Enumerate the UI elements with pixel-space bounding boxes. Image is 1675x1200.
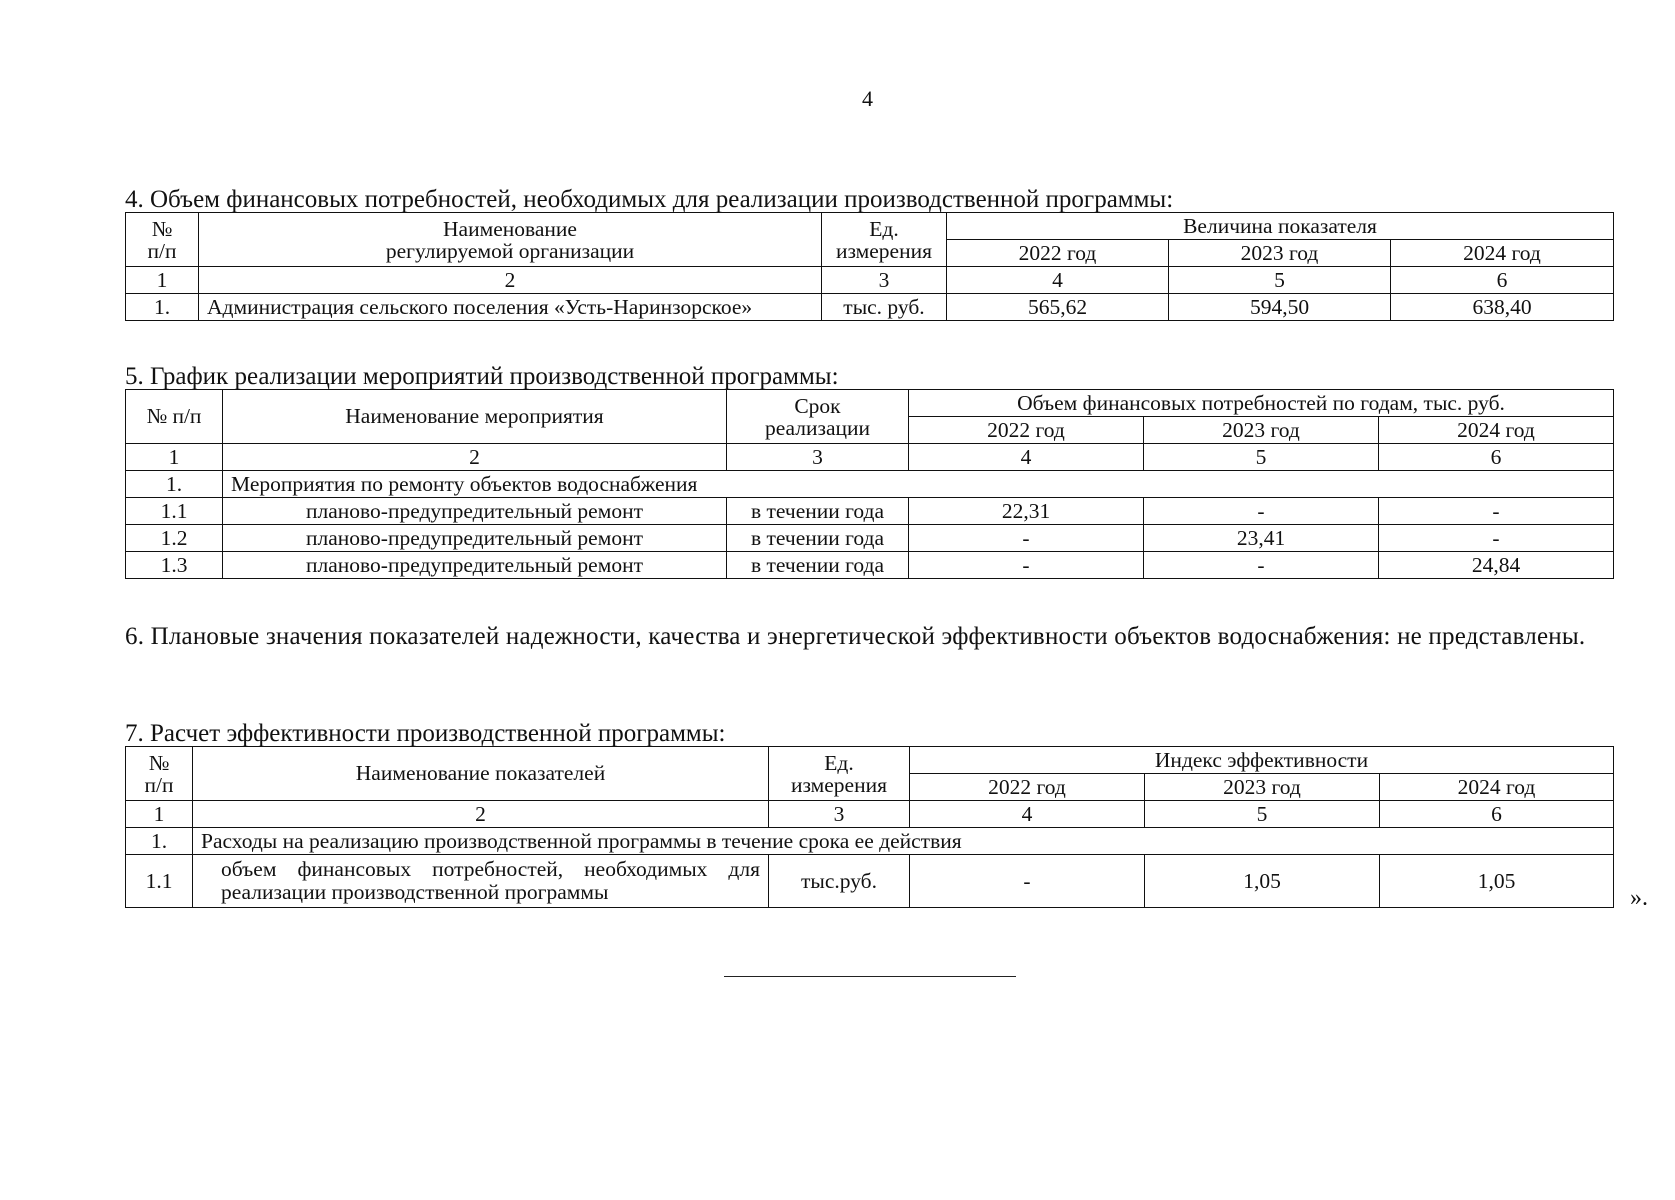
row-value-2022: 565,62 — [947, 294, 1169, 321]
row-value-2023: - — [1144, 498, 1379, 525]
row-value-2023: 594,50 — [1169, 294, 1391, 321]
row-value-2022: 22,31 — [909, 498, 1144, 525]
row-term: в течении года — [727, 525, 909, 552]
column-number-row — [126, 444, 1614, 471]
row-value-2024: 1,05 — [1380, 855, 1614, 908]
column-number: 4 — [909, 444, 1144, 471]
table-row — [126, 498, 1614, 525]
header-term: Срок реализации — [727, 390, 909, 444]
group-num: 1. — [126, 828, 193, 855]
efficiency-table — [125, 746, 1614, 908]
header-indicator-name: Наименование показателей — [193, 747, 769, 801]
row-unit: тыс. руб. — [822, 294, 947, 321]
column-number: 5 — [1144, 444, 1379, 471]
section-5-title: 5. График реализации мероприятий производственной программы: — [125, 363, 839, 390]
header-year: 2024 год — [1391, 240, 1614, 267]
table-header-row — [126, 390, 1614, 417]
row-value-2024: 24,84 — [1379, 552, 1614, 579]
column-number: 6 — [1380, 801, 1614, 828]
row-num: 1.2 — [126, 525, 223, 552]
row-unit: тыс.руб. — [769, 855, 910, 908]
section-4-title: 4. Объем финансовых потребностей, необходимых для реализации производственной программы: — [125, 186, 1174, 213]
row-value-2024: - — [1379, 498, 1614, 525]
row-value-2023: - — [1144, 552, 1379, 579]
header-unit: Ед. измерения — [769, 747, 910, 801]
column-number: 4 — [910, 801, 1145, 828]
column-number-row — [126, 267, 1614, 294]
end-separator-line — [724, 976, 1016, 977]
row-value-2023: 23,41 — [1144, 525, 1379, 552]
header-index: Индекс эффективности — [910, 747, 1614, 774]
row-event-name: планово-предупредительный ремонт — [223, 525, 727, 552]
column-number: 6 — [1391, 267, 1614, 294]
row-org-name: Администрация сельского поселения «Усть-Наринзорское» — [199, 294, 822, 321]
column-number: 3 — [727, 444, 909, 471]
column-number: 4 — [947, 267, 1169, 294]
financial-needs-table — [125, 212, 1614, 321]
table-row — [126, 294, 1614, 321]
header-num: № п/п — [126, 390, 223, 444]
group-row — [126, 471, 1614, 498]
row-event-name: планово-предупредительный ремонт — [223, 552, 727, 579]
header-year: 2023 год — [1144, 417, 1379, 444]
column-number: 1 — [126, 801, 193, 828]
column-number: 3 — [769, 801, 910, 828]
column-number: 2 — [193, 801, 769, 828]
header-unit: Ед. измерения — [822, 213, 947, 267]
group-name: Расходы на реализацию производственной программы в течение срока ее действия — [193, 828, 1614, 855]
header-year: 2024 год — [1380, 774, 1614, 801]
row-value-2022: - — [909, 525, 1144, 552]
row-num: 1. — [126, 294, 199, 321]
row-term: в течении года — [727, 552, 909, 579]
row-value-2022: - — [909, 552, 1144, 579]
header-year: 2023 год — [1145, 774, 1380, 801]
row-value-2022: - — [910, 855, 1145, 908]
header-year: 2022 год — [910, 774, 1145, 801]
header-num: № п/п — [126, 747, 193, 801]
header-event-name: Наименование мероприятия — [223, 390, 727, 444]
row-indicator-name: объем финансовых потребностей, необходимых для реализации производственной программы — [193, 855, 769, 908]
section-7-title: 7. Расчет эффективности производственной программы: — [125, 720, 726, 747]
column-number: 1 — [126, 444, 223, 471]
header-org-name: Наименование регулируемой организации — [199, 213, 822, 267]
column-number: 5 — [1145, 801, 1380, 828]
column-number: 3 — [822, 267, 947, 294]
header-year: 2022 год — [947, 240, 1169, 267]
column-number-row — [126, 801, 1614, 828]
closing-quote: ». — [1630, 885, 1648, 911]
group-num: 1. — [126, 471, 223, 498]
row-value-2024: - — [1379, 525, 1614, 552]
header-year: 2024 год — [1379, 417, 1614, 444]
row-num: 1.3 — [126, 552, 223, 579]
header-year: 2022 год — [909, 417, 1144, 444]
group-name: Мероприятия по ремонту объектов водоснабжения — [223, 471, 1614, 498]
column-number: 6 — [1379, 444, 1614, 471]
row-value-2023: 1,05 — [1145, 855, 1380, 908]
header-volume: Объем финансовых потребностей по годам, тыс. руб. — [909, 390, 1614, 417]
column-number: 2 — [223, 444, 727, 471]
table-row — [126, 552, 1614, 579]
table-row — [126, 855, 1614, 908]
row-value-2024: 638,40 — [1391, 294, 1614, 321]
group-row — [126, 828, 1614, 855]
header-num: № п/п — [126, 213, 199, 267]
column-number: 5 — [1169, 267, 1391, 294]
column-number: 1 — [126, 267, 199, 294]
row-term: в течении года — [727, 498, 909, 525]
section-6-paragraph: 6. Плановые значения показателей надежности, качества и энергетической эффективности объектов водоснабжения: не представлены. — [125, 623, 1586, 650]
table-header-row — [126, 213, 1614, 240]
row-event-name: планово-предупредительный ремонт — [223, 498, 727, 525]
table-row — [126, 525, 1614, 552]
header-year: 2023 год — [1169, 240, 1391, 267]
header-value: Величина показателя — [947, 213, 1614, 240]
schedule-table — [125, 389, 1614, 579]
row-num: 1.1 — [126, 855, 193, 908]
row-num: 1.1 — [126, 498, 223, 525]
table-header-row — [126, 747, 1614, 774]
page-number: 4 — [862, 86, 873, 111]
column-number: 2 — [199, 267, 822, 294]
